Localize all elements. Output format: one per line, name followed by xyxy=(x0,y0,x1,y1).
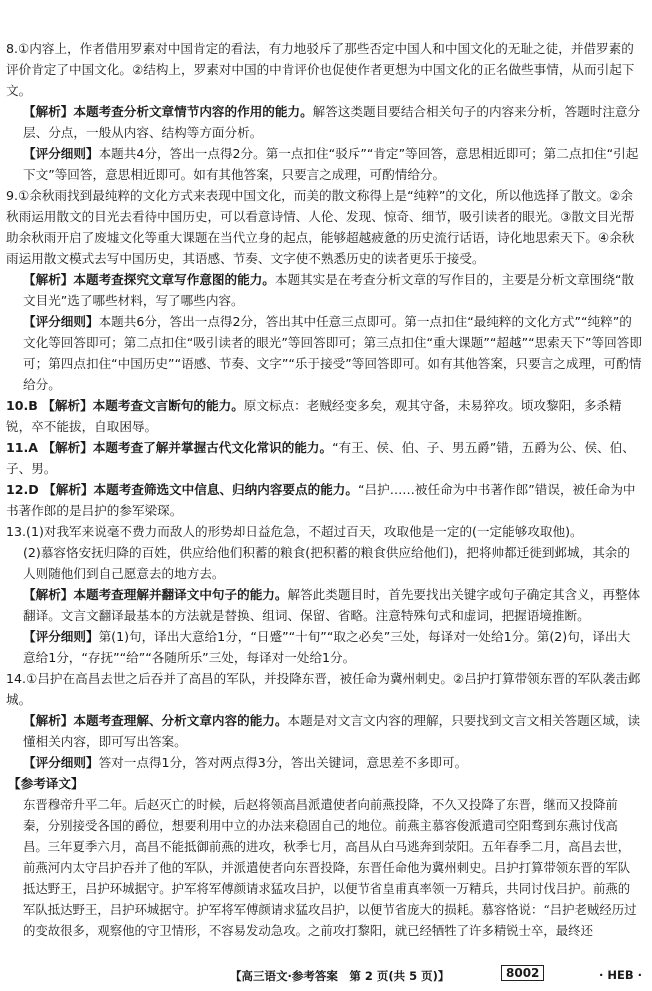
analysis-q14-text: 本题是对文言文内容的理解，只要找到文言文相关答题区域，读懂相关内容，即可写出答案。 xyxy=(23,713,641,749)
scoring-q8-tag: 【评分细则】 xyxy=(23,146,99,161)
answer-q14-text: 14.①吕护在高昌去世之后吞并了高昌的军队，并投降东晋，被任命为冀州刺史。②吕护打算带领东晋的军队袭击邺城。 xyxy=(6,671,641,707)
answer-q12-head: 12.D 【解析】本题考查筛选文中信息、归纳内容要点的能力。 xyxy=(6,482,358,497)
analysis-q8-text: 解答这类题目要结合相关句子的内容来分析，答题时注意分层、分点，一般从内容、结构等方面分析。 xyxy=(23,104,641,140)
analysis-q14-tag: 【解析】本题考查理解、分析文章内容的能力。 xyxy=(23,713,288,728)
answer-q12-text: “吕护……被任命为中书著作郎”错误，被任命为中书著作郎的是吕护的参军梁琛。 xyxy=(6,482,636,518)
answer-q11-head: 11.A 【解析】本题考查了解并掌握古代文化常识的能力。 xyxy=(6,440,333,455)
analysis-q14 xyxy=(6,710,642,752)
answer-content xyxy=(6,38,642,941)
answer-q8-text: 8.①内容上，作者借用罗素对中国肯定的看法，有力地驳斥了那些否定中国人和中国文化的无耻之徒，并借罗素的评价肯定了中国文化。②结构上，罗素对中国的中肯评价也促使作者更想为中国文化的正名做些事情，从而引起下文。 xyxy=(6,41,635,98)
answer-q12 xyxy=(6,479,642,521)
answer-q13-1-text: 13.(1)对我军来说毫不费力而敌人的形势却日益危急，不超过百天，攻取他是一定的(一定能够攻取他)。 xyxy=(6,524,583,539)
analysis-q13-text: 解答此类题目时，首先要找出关键字或句子确定其含义，再整体翻译。文言文翻译最基本的方法就是替换、组词、保留、省略。注意特殊句式和虚词，把握语境推断。 xyxy=(23,587,641,623)
answer-q11 xyxy=(6,437,642,479)
analysis-q9-text: 本题其实是在考查分析文章的写作目的，主要是分析文章围绕“散文目光”选了哪些材料，写了哪些内容。 xyxy=(23,272,635,308)
footer-page-info: 【高三语文·参考答案 第 2 页(共 5 页)】 xyxy=(230,969,450,983)
answer-q10-text: 原文标点：老贼经变多矣，观其守备，未易猝攻。顷攻黎阳，多杀精锐，卒不能拔，自取困辱。 xyxy=(6,398,622,434)
scoring-q14-text: 答对一点得1分，答对两点得3分，答出关键词，意思差不多即可。 xyxy=(98,755,468,770)
answer-q10 xyxy=(6,395,642,437)
scoring-q13-text: 第(1)句，译出大意给1分，“日蹙”“十旬”“取之必矣”三处，每译对一处给1分。第(2)句，译出大意给1分，“存抚”“给”“各随所乐”三处，每译对一处给1分。 xyxy=(23,629,631,665)
scoring-q9 xyxy=(6,311,642,395)
analysis-q13 xyxy=(6,584,642,626)
page-footer xyxy=(0,966,652,986)
answer-q14 xyxy=(6,668,642,710)
footer-heb: · HEB · xyxy=(599,968,642,982)
answer-q13-2-text: (2)慕容恪安抚归降的百姓，供应给他们积蓄的粮食(把积蓄的粮食供应给他们)，把将帅都迁徙到邺城，其余的人则随他们到自己愿意去的地方去。 xyxy=(23,545,630,581)
answer-q13-2 xyxy=(6,542,642,584)
analysis-q9-tag: 【解析】本题考查探究文章写作意图的能力。 xyxy=(23,272,275,287)
answer-q10-head: 10.B 【解析】本题考查文言断句的能力。 xyxy=(6,398,244,413)
scoring-q8-text: 本题共4分，答出一点得2分。第一点扣住“驳斥”“肯定”等回答，意思相近即可；第二点扣住“引起下文”等回答，意思相近即可。如有其他答案，只要言之成理，可酌情给分。 xyxy=(23,146,639,182)
scoring-q9-tag: 【评分细则】 xyxy=(23,314,99,329)
answer-q8 xyxy=(6,38,642,101)
footer-code-box: 8002 xyxy=(501,965,544,981)
scoring-q14-tag: 【评分细则】 xyxy=(23,755,99,770)
answer-q11-text: “有王、侯、伯、子、男五爵”错，五爵为公、侯、伯、子、男。 xyxy=(6,440,635,476)
scoring-q8 xyxy=(6,143,642,185)
answer-q9 xyxy=(6,185,642,269)
analysis-q8 xyxy=(6,101,642,143)
scoring-q13-tag: 【评分细则】 xyxy=(23,629,99,644)
analysis-q13-tag: 【解析】本题考查理解并翻译文中句子的能力。 xyxy=(23,587,288,602)
answer-q9-text: 9.①余秋雨找到最纯粹的文化方式来表现中国文化，而美的散文称得上是“纯粹”的文化，所以他选择了散文。②余秋雨运用散文的目光去看待中国历史，可以看意诗情、人伦、发现、惊奇、细节，吸引读者的眼光。③散文目光帮助余秋雨开启了废墟文化等重大课题在当代立身的起点，能够超越疲惫的历史流行话语，诗化地思索天下。④余秋雨运用散文模式去写中国历史，其语感、节奏、文字使不熟悉历史的读者更乐于接受。 xyxy=(6,188,635,266)
analysis-q9 xyxy=(6,269,642,311)
scoring-q14 xyxy=(6,752,642,773)
scoring-q9-text: 本题共6分，答出一点得2分，答出其中任意三点即可。第一点扣住“最纯粹的文化方式”“纯粹”的文化等回答即可；第二点扣住“吸引读者的眼光”等回答即可；第三点扣住“重大课题”“超越”“思索天下”等回答即可；第四点扣住“中国历史”“语感、节奏、文字”“乐于接受”等回答即可。如有其他答案，只要言之成理，可酌情给分。 xyxy=(23,314,642,392)
scoring-q13 xyxy=(6,626,642,668)
answer-q13-1 xyxy=(6,521,642,542)
reference-translation-text: 东晋穆帝升平二年。后赵灭亡的时候，后赵将领高昌派遣使者向前燕投降，不久又投降了东晋，继而又投降前秦，分别接受各国的爵位，想要利用中立的办法来稳固自己的地位。前燕主慕容俊派遣司空阳骛到东燕讨伐高昌。三年夏季六月，高昌不能抵御前燕的进攻，秋季七月，高昌从白马逃奔到荥阳。五年春季二月，高昌去世，前燕河内太守吕护吞并了他的军队，并派遣使者向东晋投降，东晋任命他为冀州刺史。吕护打算带领东晋的军队抵达野王，吕护环城据守。护军将军傅颜请求猛攻吕护，以便节省皇甫真率领一万精兵，共同讨伐吕护。前燕的军队抵达野王，吕护环城据守。护军将军傅颜请求猛攻吕护，以便节省庞大的损耗。慕容恪说：“吕护老贼经历过的变故很多，观察他的守卫情形，不容易发动急攻。之前攻打黎阳，就已经牺牲了许多精锐士卒，最终还 xyxy=(23,797,637,938)
analysis-q8-tag: 【解析】本题考查分析文章情节内容的作用的能力。 xyxy=(23,104,313,119)
reference-translation-title: 【参考译文】 xyxy=(8,776,84,791)
